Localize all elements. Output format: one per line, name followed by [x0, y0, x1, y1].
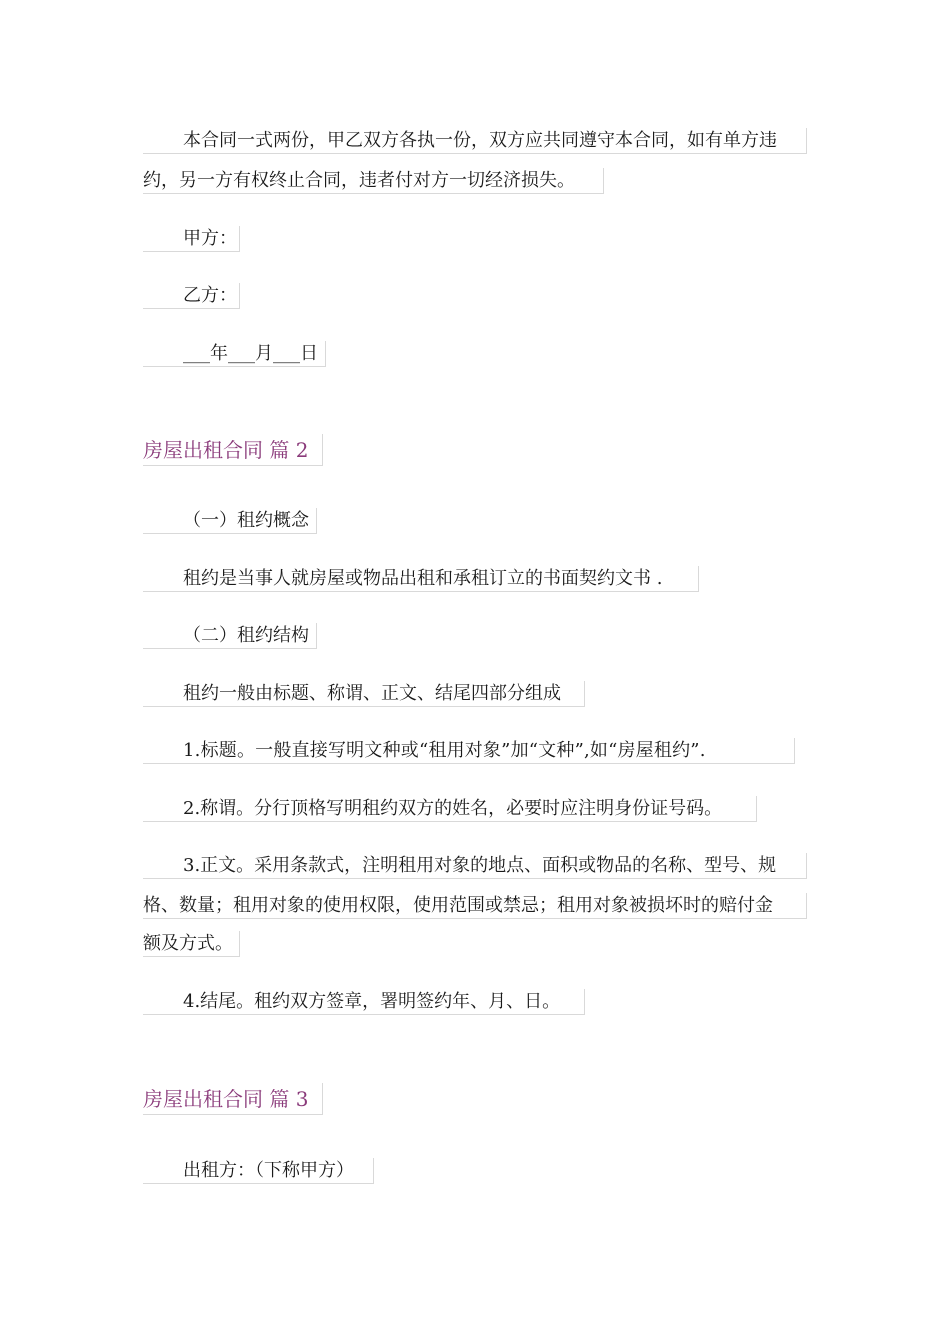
subsection-title: （一）租约概念 [143, 508, 317, 534]
paragraph-line: 约，另一方有权终止合同，违者付对方一切经济损失。 [143, 168, 604, 194]
paragraph-line: 出租方：（下称甲方） [143, 1158, 374, 1184]
section-heading: 房屋出租合同 篇 2 [143, 434, 323, 466]
paragraph-line: 2.称谓。分行顶格写明租约双方的姓名，必要时应注明身份证号码。 [143, 796, 757, 822]
paragraph-line: 本合同一式两份，甲乙双方各执一份，双方应共同遵守本合同，如有单方违 [143, 128, 807, 154]
paragraph-line: 租约是当事人就房屋或物品出租和承租订立的书面契约文书 . [143, 566, 699, 592]
party-b-label: 乙方： [143, 283, 240, 309]
paragraph-line: 4.结尾。租约双方签章，署明签约年、月、日。 [143, 989, 585, 1015]
paragraph-line: 3.正文。采用条款式，注明租用对象的地点、面积或物品的名称、型号、规 [143, 853, 807, 879]
paragraph-line: 格、数量；租用对象的使用权限，使用范围或禁忌；租用对象被损坏时的赔付金 [143, 893, 807, 919]
paragraph-line: 1.标题。一般直接写明文种或“租用对象”加“文种”,如“房屋租约”. [143, 738, 795, 764]
subsection-title: （二）租约结构 [143, 623, 317, 649]
party-a-label: 甲方： [143, 226, 240, 252]
paragraph-line: 额及方式。 [143, 931, 240, 957]
paragraph-line: 租约一般由标题、称谓、正文、结尾四部分组成 [143, 681, 585, 707]
date-line: ___年___月___日 [143, 341, 326, 367]
section-heading: 房屋出租合同 篇 3 [143, 1083, 323, 1115]
